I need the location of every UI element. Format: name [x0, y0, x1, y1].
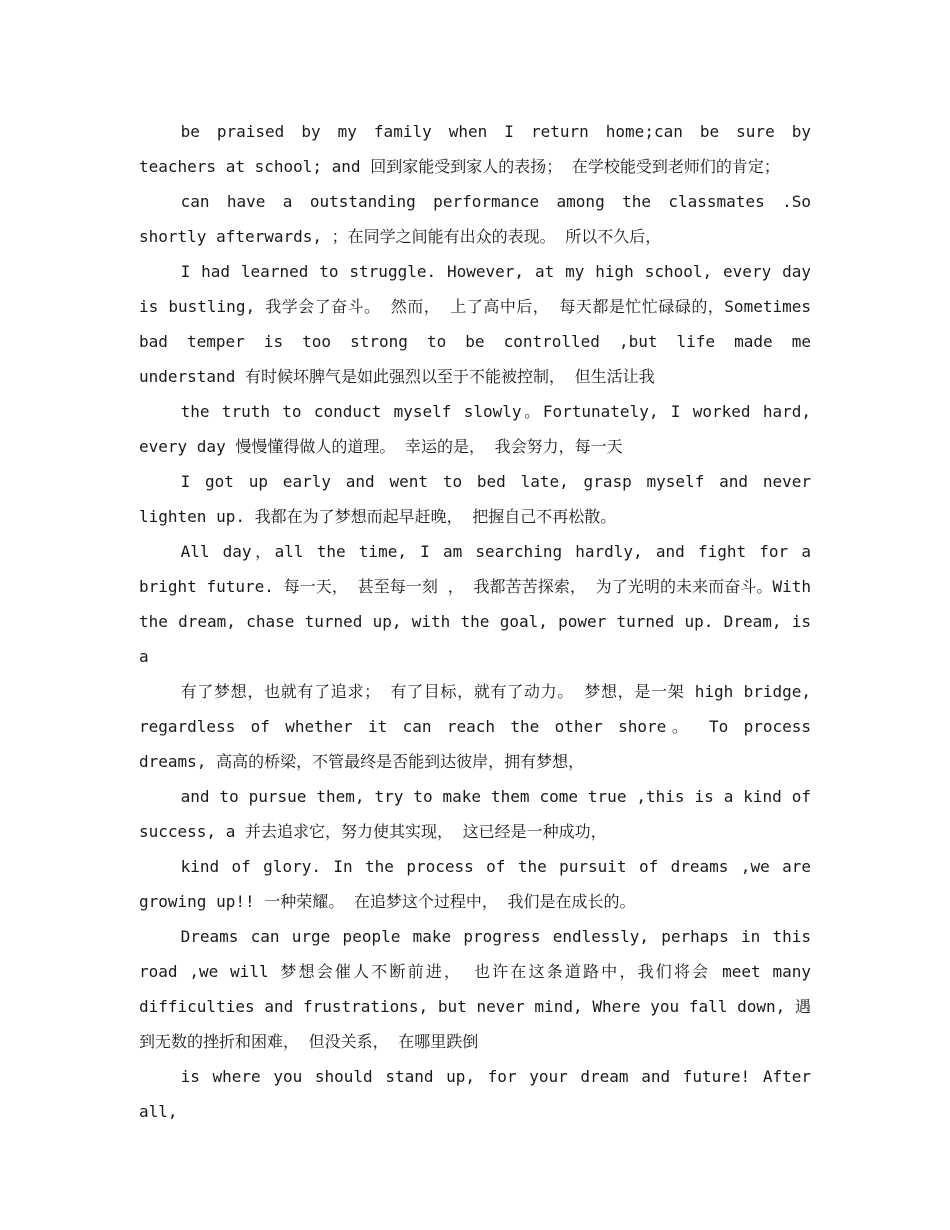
paragraph-4: the truth to conduct myself slowly。Fortunately, I worked hard, every day 慢慢懂得做人的道理。 幸运的是， 我会努力，每一天	[139, 402, 811, 456]
paragraph-7: 有了梦想，也就有了追求； 有了目标，就有了动力。 梦想，是一架 high bridge, regardless of whether it can reach the other shore。 To process dreams, 高高的桥梁，不管最终是否能到达彼岸，拥有梦想，	[139, 682, 811, 771]
paragraph-9: kind of glory. In the process of the pursuit of dreams ,we are growing up!! 一种荣耀。 在追梦这个过程中， 我们是在成长的。	[139, 857, 811, 911]
document-body	[139, 114, 811, 1129]
paragraph-2: can have a outstanding performance among the classmates .So shortly afterwards, ；在同学之间能有出众的表现。 所以不久后，	[139, 192, 811, 246]
paragraph-8: and to pursue them, try to make them come true ,this is a kind of success, a 并去追求它，努力使其实现， 这已经是一种成功，	[139, 787, 811, 841]
paragraph-5: I got up early and went to bed late, grasp myself and never lighten up. 我都在为了梦想而起早赶晚， 把握自己不再松散。	[139, 472, 811, 526]
paragraph-6: All day，all the time, I am searching hardly, and fight for a bright future. 每一天， 甚至每一刻 ， 我都苦苦探索， 为了光明的未来而奋斗。With the dream, chase turned up, with the goal, power turned up. Dream, is a	[139, 542, 811, 666]
paragraph-11: is where you should stand up, for your dream and future! After all,	[139, 1067, 811, 1121]
paragraph-1: be praised by my family when I return home;can be sure by teachers at school; and 回到家能受到家人的表扬； 在学校能受到老师们的肯定；	[139, 122, 811, 176]
paragraph-3: I had learned to struggle. However, at my high school, every day is bustling, 我学会了奋斗。 然而， 上了高中后， 每天都是忙忙碌碌的，Sometimes bad temper is too strong to be controlled ,but life made me understand 有时候坏脾气是如此强烈以至于不能被控制， 但生活让我	[139, 262, 811, 386]
paragraph-10: Dreams can urge people make progress endlessly, perhaps in this road ,we will 梦想会催人不断前进， 也许在这条道路中，我们将会 meet many difficulties and frustrations, but never mind, Where you fall down, 遇到无数的挫折和困难， 但没关系， 在哪里跌倒	[139, 927, 811, 1051]
